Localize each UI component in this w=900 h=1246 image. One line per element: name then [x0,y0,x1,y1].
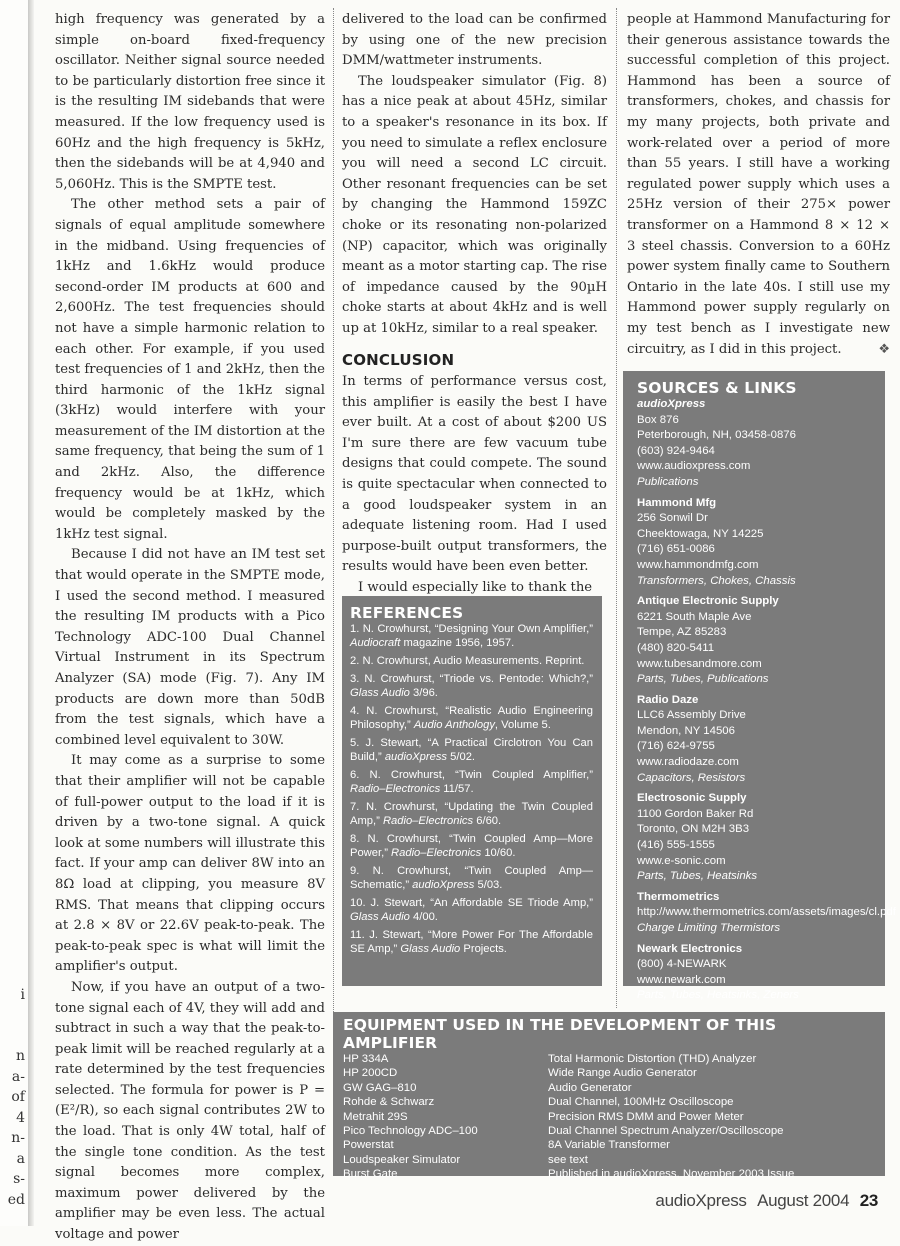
equipment-item: Rohde & Schwarz [343,1096,435,1109]
source-line: 6221 South Maple Ave [637,610,752,623]
reference-item [350,928,593,956]
source-line: www.newark.com [637,973,726,986]
reference-item [350,622,593,650]
previous-page-edge [0,0,28,1226]
source-line: (603) 924-9464 [637,444,715,457]
previous-page-fragment: 4 [16,1109,25,1126]
reference-item [350,704,593,732]
paragraph: I would especially like to thank the [358,580,593,596]
source-name: Radio Daze [637,693,699,706]
source-category: Transformers, Chokes, Chassis [637,574,796,587]
reference-text: 11. J. Stewart, “More Power For The Affordable SE Amp,” [350,929,593,955]
source-line: (716) 651-0086 [637,543,715,556]
source-name: Antique Electronic Supply [637,595,779,608]
equipment-item: Metrahit 29S [343,1110,408,1123]
reference-text: 8. N. Crowhurst, “Twin Coupled Amp—More Power,” [350,833,593,859]
equipment-item: HP 334A [343,1053,389,1065]
source-line: (800) 4-NEWARK [637,958,727,971]
reference-text: 6. N. Crowhurst, “Twin Coupled Amplifier,” [350,769,593,781]
paragraph: people at Hammond Manufacturing for their generous assistance towards the successful completion of this project. Hammond has been a source of transformers, chokes, and chassis for my many projects, both private and work-related over a period of more than 55 years. I still have a working regulated power supply which uses a 25Hz version of their 275× power transformer on a Hammond 8 × 12 × 3 steel chassis. Conversion to a 60Hz power system finally came to Southern Ontario in the late 40s. I still use my Hammond power supply regularly on my test bench as I investigate new circuitry, as I did in this project. ❖ [627,10,890,360]
source-line: (716) 624-9755 [637,740,715,753]
references-list [350,622,593,956]
previous-page-fragment: i [20,986,25,1003]
equipment-item: Pico Technology ADC–100 [343,1125,478,1138]
previous-page-fragment: of [11,1089,25,1105]
equipment-item: Burst Gate [343,1168,398,1181]
reference-publication: Radio–Electronics [350,783,441,795]
equipment-description: Dual Channel Spectrum Analyzer/Oscilloscope [548,1125,784,1138]
source-entry [637,496,875,590]
source-line: www.e-sonic.com [637,854,726,867]
reference-item [350,654,593,668]
source-line: www.hammondmfg.com [637,558,759,571]
reference-publication: Glass Audio [400,943,461,955]
reference-text: 10. J. Stewart, “An Affordable SE Triode Amp,” [350,897,593,909]
source-category: Parts, Tubes, Publications [637,673,769,686]
reference-text: 3. N. Crowhurst, “Triode vs. Pentode: Which?,” [350,673,593,685]
source-line: www.tubesandmore.com [637,657,762,670]
reference-text: 2. N. Crowhurst, Audio Measurements. Reprint. [350,655,585,667]
footer-magazine: audioXpress [655,1191,747,1210]
reference-item [350,832,593,860]
article-column-2 [342,10,607,599]
reference-publication: Radio–Electronics [391,847,482,859]
paragraph: It may come as a surprise to some that their amplifier will not be capable of full-power output to the load if it is driven by a two-tone signal. A quick look at some numbers will illustrate this fact. If your amp can deliver 8W into an 8Ω load at clipping, you measure 8V RMS. That means that clipping occurs at 2.8 × 8V or 22.6V peak-to-peak. The peak-to-peak spec is what will limit the amplifier's output. [55,753,325,975]
sources-list [637,397,896,1004]
column-3-body [627,10,890,360]
equipment-description: Published in audioXpress, November 2003 Issue [548,1168,795,1181]
source-line: Box 876 [637,413,679,426]
source-line: www.audioxpress.com [637,460,751,473]
equipment-title: EQUIPMENT USED IN THE DEVELOPMENT OF THIS AMPLIFIER [343,1016,777,1052]
previous-page-fragment: ed [7,1191,25,1208]
source-entry [637,791,875,885]
reference-item [350,800,593,828]
source-category: Capacitors, Resistors [637,771,746,784]
article-column-1 [55,10,325,1246]
reference-text: 7. N. Crowhurst, “Updating the Twin Coupled Amp,” [350,801,593,827]
equipment-description: Audio Generator [548,1081,632,1094]
source-name: audioXpress [637,398,706,410]
reference-publication: Audiocraft [350,637,401,649]
source-line: 1100 Gordon Baker Rd [637,807,754,820]
reference-detail: 5/03. [474,879,503,891]
source-line: www.radiodaze.com [637,756,739,769]
equipment-item: Powerstat [343,1139,394,1152]
source-entry [637,693,875,787]
reference-detail: 5/02. [447,751,476,763]
equipment-description: Wide Range Audio Generator [548,1067,697,1080]
source-entry [637,594,875,688]
paragraph: high frequency was generated by a simple on-board fixed-frequency oscillator. Neither signal source needed to be particularly distortion free since it is the resulting IM sidebands that were measured. If the low frequency used is 60Hz and the high frequency is 5kHz, then the sidebands will be at 4,940 and 5,060Hz. This is the SMPTE test. [55,12,325,192]
reference-detail: 3/96. [409,687,438,699]
equipment-item: HP 200CD [343,1067,398,1080]
reference-publication: Glass Audio [350,687,410,699]
column-rule-2 [616,8,617,1008]
references-box [342,596,602,986]
equipment-box [333,1012,885,1181]
equipment-description: see text [548,1153,588,1166]
source-line: (480) 820-5411 [637,641,715,654]
previous-page-fragment: a- [11,1068,25,1085]
source-line: Toronto, ON M2H 3B3 [637,823,750,836]
paragraph: delivered to the load can be confirmed by using one of the new precision DMM/wattmeter instruments. [342,12,607,69]
reference-detail: 10/60. [481,847,516,859]
previous-page-fragment: n [15,1048,25,1064]
reference-item [350,736,593,764]
equipment-description: 8A Variable Transformer [548,1139,670,1152]
source-name: Newark Electronics [637,942,743,955]
previous-page-fragment: n- [11,1130,25,1146]
source-name: Hammond Mfg [637,496,717,509]
equipment-item: Loudspeaker Simulator [343,1153,461,1166]
reference-detail: Projects. [460,943,507,955]
reference-item [350,864,593,892]
equipment-description: Total Harmonic Distortion (THD) Analyzer [548,1053,757,1065]
reference-text: 4. N. Crowhurst, “Realistic Audio Engineering Philosophy,” [350,705,593,731]
source-line: Tempe, AZ 85283 [637,626,727,639]
column-2-body [342,10,607,340]
reference-publication: Audio Anthology [413,719,495,731]
source-line: (416) 555-1555 [637,839,715,852]
references-title: REFERENCES [350,604,464,622]
column-rule-1 [333,8,334,1170]
equipment-description: Precision RMS DMM and Power Meter [548,1110,744,1123]
source-entry [637,942,875,1004]
reference-publication: Radio–Electronics [382,815,474,827]
reference-text: 1. N. Crowhurst, “Designing Your Own Amplifier,” [350,623,593,635]
sources-title: SOURCES & LINKS [637,379,797,397]
source-category: Publications [637,475,699,488]
previous-page-fragment: a [16,1150,25,1167]
reference-item [350,672,593,700]
conclusion-body [342,372,607,599]
equipment-item: GW GAG–810 [343,1081,417,1094]
paragraph: In terms of performance versus cost, this amplifier is easily the best I have ever built. At a cost of about $200 US I'm sure there are few vacuum tube designs that could compete. The sound is quite spectacular when connected to a good loudspeaker system in an adequate listening room. Had I used purpose-built output transformers, the results would have been even better. [342,374,607,575]
gutter-shadow [28,0,34,1226]
reference-item [350,896,593,924]
reference-publication: audioXpress [384,751,448,763]
conclusion-heading: CONCLUSION [342,350,455,369]
source-line: 256 Sonwil Dr [637,512,708,525]
reference-text: 5. J. Stewart, “A Practical Circlotron You Can Build,” [350,737,593,763]
source-name: Thermometrics [637,890,720,903]
source-name: Electrosonic Supply [637,792,747,805]
source-line: Cheektowaga, NY 14225 [637,527,764,540]
source-line: http://www.thermometrics.com/assets/images/cl.pdf [637,906,896,919]
equipment-table [343,1052,875,1182]
reference-item [350,768,593,796]
sources-links-box [623,371,896,1002]
paragraph: The loudspeaker simulator (Fig. 8) has a nice peak at about 45Hz, similar to a speaker's resonance in its box. If you need to simulate a reflex enclosure you will need a second LC circuit. Other resonant frequencies can be set by changing the Hammond 159ZC choke or its resonating non-polarized (NP) capacitor, which was originally meant as a motor starting cap. The rise of impedance caused by the 90µH choke starts at about 4kHz and is well up at 10kHz, similar to a real speaker. [342,73,607,336]
paragraph: The other method sets a pair of signals of equal amplitude somewhere in the midband. Using frequencies of 1kHz and 1.6kHz would produce second-order IM products at 600 and 2,600Hz. The test frequencies should not have a simple harmonic relation to each other. For example, if you used test frequencies of 1 and 2kHz, then the third harmonic of the 1kHz signal (3kHz) would interfere with your measurement of the IM distortion at the same frequency, that being the sum of 1 and 2kHz. Also, the difference frequency would be at 1kHz, which would be completely masked by the 1kHz test signal. [55,197,325,542]
source-category: Parts, Tubes, Heatsinks, Zeners [637,989,799,1002]
reference-detail: magazine 1956, 1957. [400,637,515,649]
reference-detail: , Volume 5. [494,719,551,731]
previous-page-fragment: s- [13,1171,25,1187]
source-entry [637,397,875,491]
source-line: Peterborough, NH, 03458-0876 [637,429,796,442]
source-category: Parts, Tubes, Heatsinks [637,870,758,883]
page-number: 23 [859,1191,878,1210]
paragraph: Because I did not have an IM test set that would operate in the SMPTE mode, I used the second method. I measured the resulting IM products with a Pico Technology ADC-100 Dual Channel Virtual Instrument in its Spectrum Analyzer (SA) mode (Fig. 7). Any IM products are down more than 50dB from the test signals, which have a combined level equivalent to 30W. [55,547,325,748]
article-column-3 [627,10,890,360]
source-line: Mendon, NY 14506 [637,724,735,737]
source-entry [637,890,896,937]
source-line: LLC6 Assembly Drive [637,709,746,722]
reference-publication: audioXpress [412,879,475,891]
paragraph: Now, if you have an output of a two-tone signal each of 4V, they will add and subtract in such a way that the peak-to-peak limit will be reached regularly at a rate determined by the test frequencies selected. The formula for power is P = (E²/R), so each signal contributes 2W to the load. That is only 4W total, half of the single tone condition. As the test signal becomes more complex, maximum power delivered by the amplifier may be even less. The actual voltage and power [55,979,325,1243]
reference-detail: 11/57. [440,783,474,795]
reference-detail: 4/00. [409,911,438,923]
end-of-article-icon: ❖ [878,341,890,357]
footer-issue: August 2004 [757,1191,850,1210]
reference-publication: Glass Audio [350,911,410,923]
source-category: Charge Limiting Thermistors [637,922,781,934]
equipment-description: Dual Channel, 100MHz Oscilloscope [548,1096,734,1109]
reference-detail: 6/60. [473,815,502,827]
page-footer [655,1191,878,1211]
reference-text: 9. N. Crowhurst, “Twin Coupled Amp—Schematic,” [350,865,593,891]
